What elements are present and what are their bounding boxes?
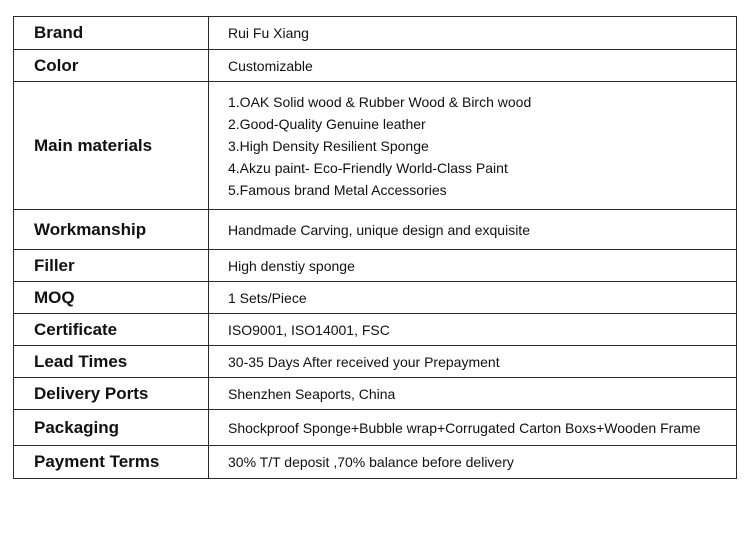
material-line-5: 5.Famous brand Metal Accessories [228, 181, 447, 198]
spec-value-workmanship: Handmade Carving, unique design and exquisite [209, 210, 737, 250]
spec-label-color: Color [14, 50, 209, 82]
spec-value-certificate: ISO9001, ISO14001, FSC [209, 314, 737, 346]
spec-row-packaging [14, 410, 737, 446]
spec-label-payment-terms: Payment Terms [14, 446, 209, 479]
spec-row-brand [14, 17, 737, 50]
spec-row-moq [14, 282, 737, 314]
spec-value-color: Customizable [209, 50, 737, 82]
spec-row-color [14, 50, 737, 82]
spec-row-filler [14, 250, 737, 282]
spec-label-delivery-ports: Delivery Ports [14, 378, 209, 410]
spec-label-brand: Brand [14, 17, 209, 50]
spec-row-certificate [14, 314, 737, 346]
spec-value-lead-times: 30-35 Days After received your Prepayment [209, 346, 737, 378]
spec-label-main-materials: Main materials [14, 82, 209, 210]
product-spec-table [13, 16, 737, 479]
material-line-2: 2.Good-Quality Genuine leather [228, 115, 426, 132]
material-line-3: 3.High Density Resilient Sponge [228, 137, 429, 154]
spec-row-payment-terms [14, 446, 737, 479]
spec-row-workmanship [14, 210, 737, 250]
spec-value-main-materials [209, 82, 737, 210]
spec-row-delivery-ports [14, 378, 737, 410]
spec-value-moq: 1 Sets/Piece [209, 282, 737, 314]
spec-row-main-materials [14, 82, 737, 210]
material-line-4: 4.Akzu paint- Eco-Friendly World-Class Paint [228, 159, 508, 176]
spec-value-payment-terms: 30% T/T deposit ,70% balance before delivery [209, 446, 737, 479]
spec-label-filler: Filler [14, 250, 209, 282]
spec-value-brand: Rui Fu Xiang [209, 17, 737, 50]
spec-label-moq: MOQ [14, 282, 209, 314]
spec-label-workmanship: Workmanship [14, 210, 209, 250]
spec-label-packaging: Packaging [14, 410, 209, 446]
spec-value-packaging: Shockproof Sponge+Bubble wrap+Corrugated Carton Boxs+Wooden Frame [209, 410, 737, 446]
spec-label-lead-times: Lead Times [14, 346, 209, 378]
material-line-1: 1.OAK Solid wood & Rubber Wood & Birch wood [228, 93, 532, 110]
spec-value-delivery-ports: Shenzhen Seaports, China [209, 378, 737, 410]
spec-label-certificate: Certificate [14, 314, 209, 346]
spec-value-filler: High denstiy sponge [209, 250, 737, 282]
spec-row-lead-times [14, 346, 737, 378]
